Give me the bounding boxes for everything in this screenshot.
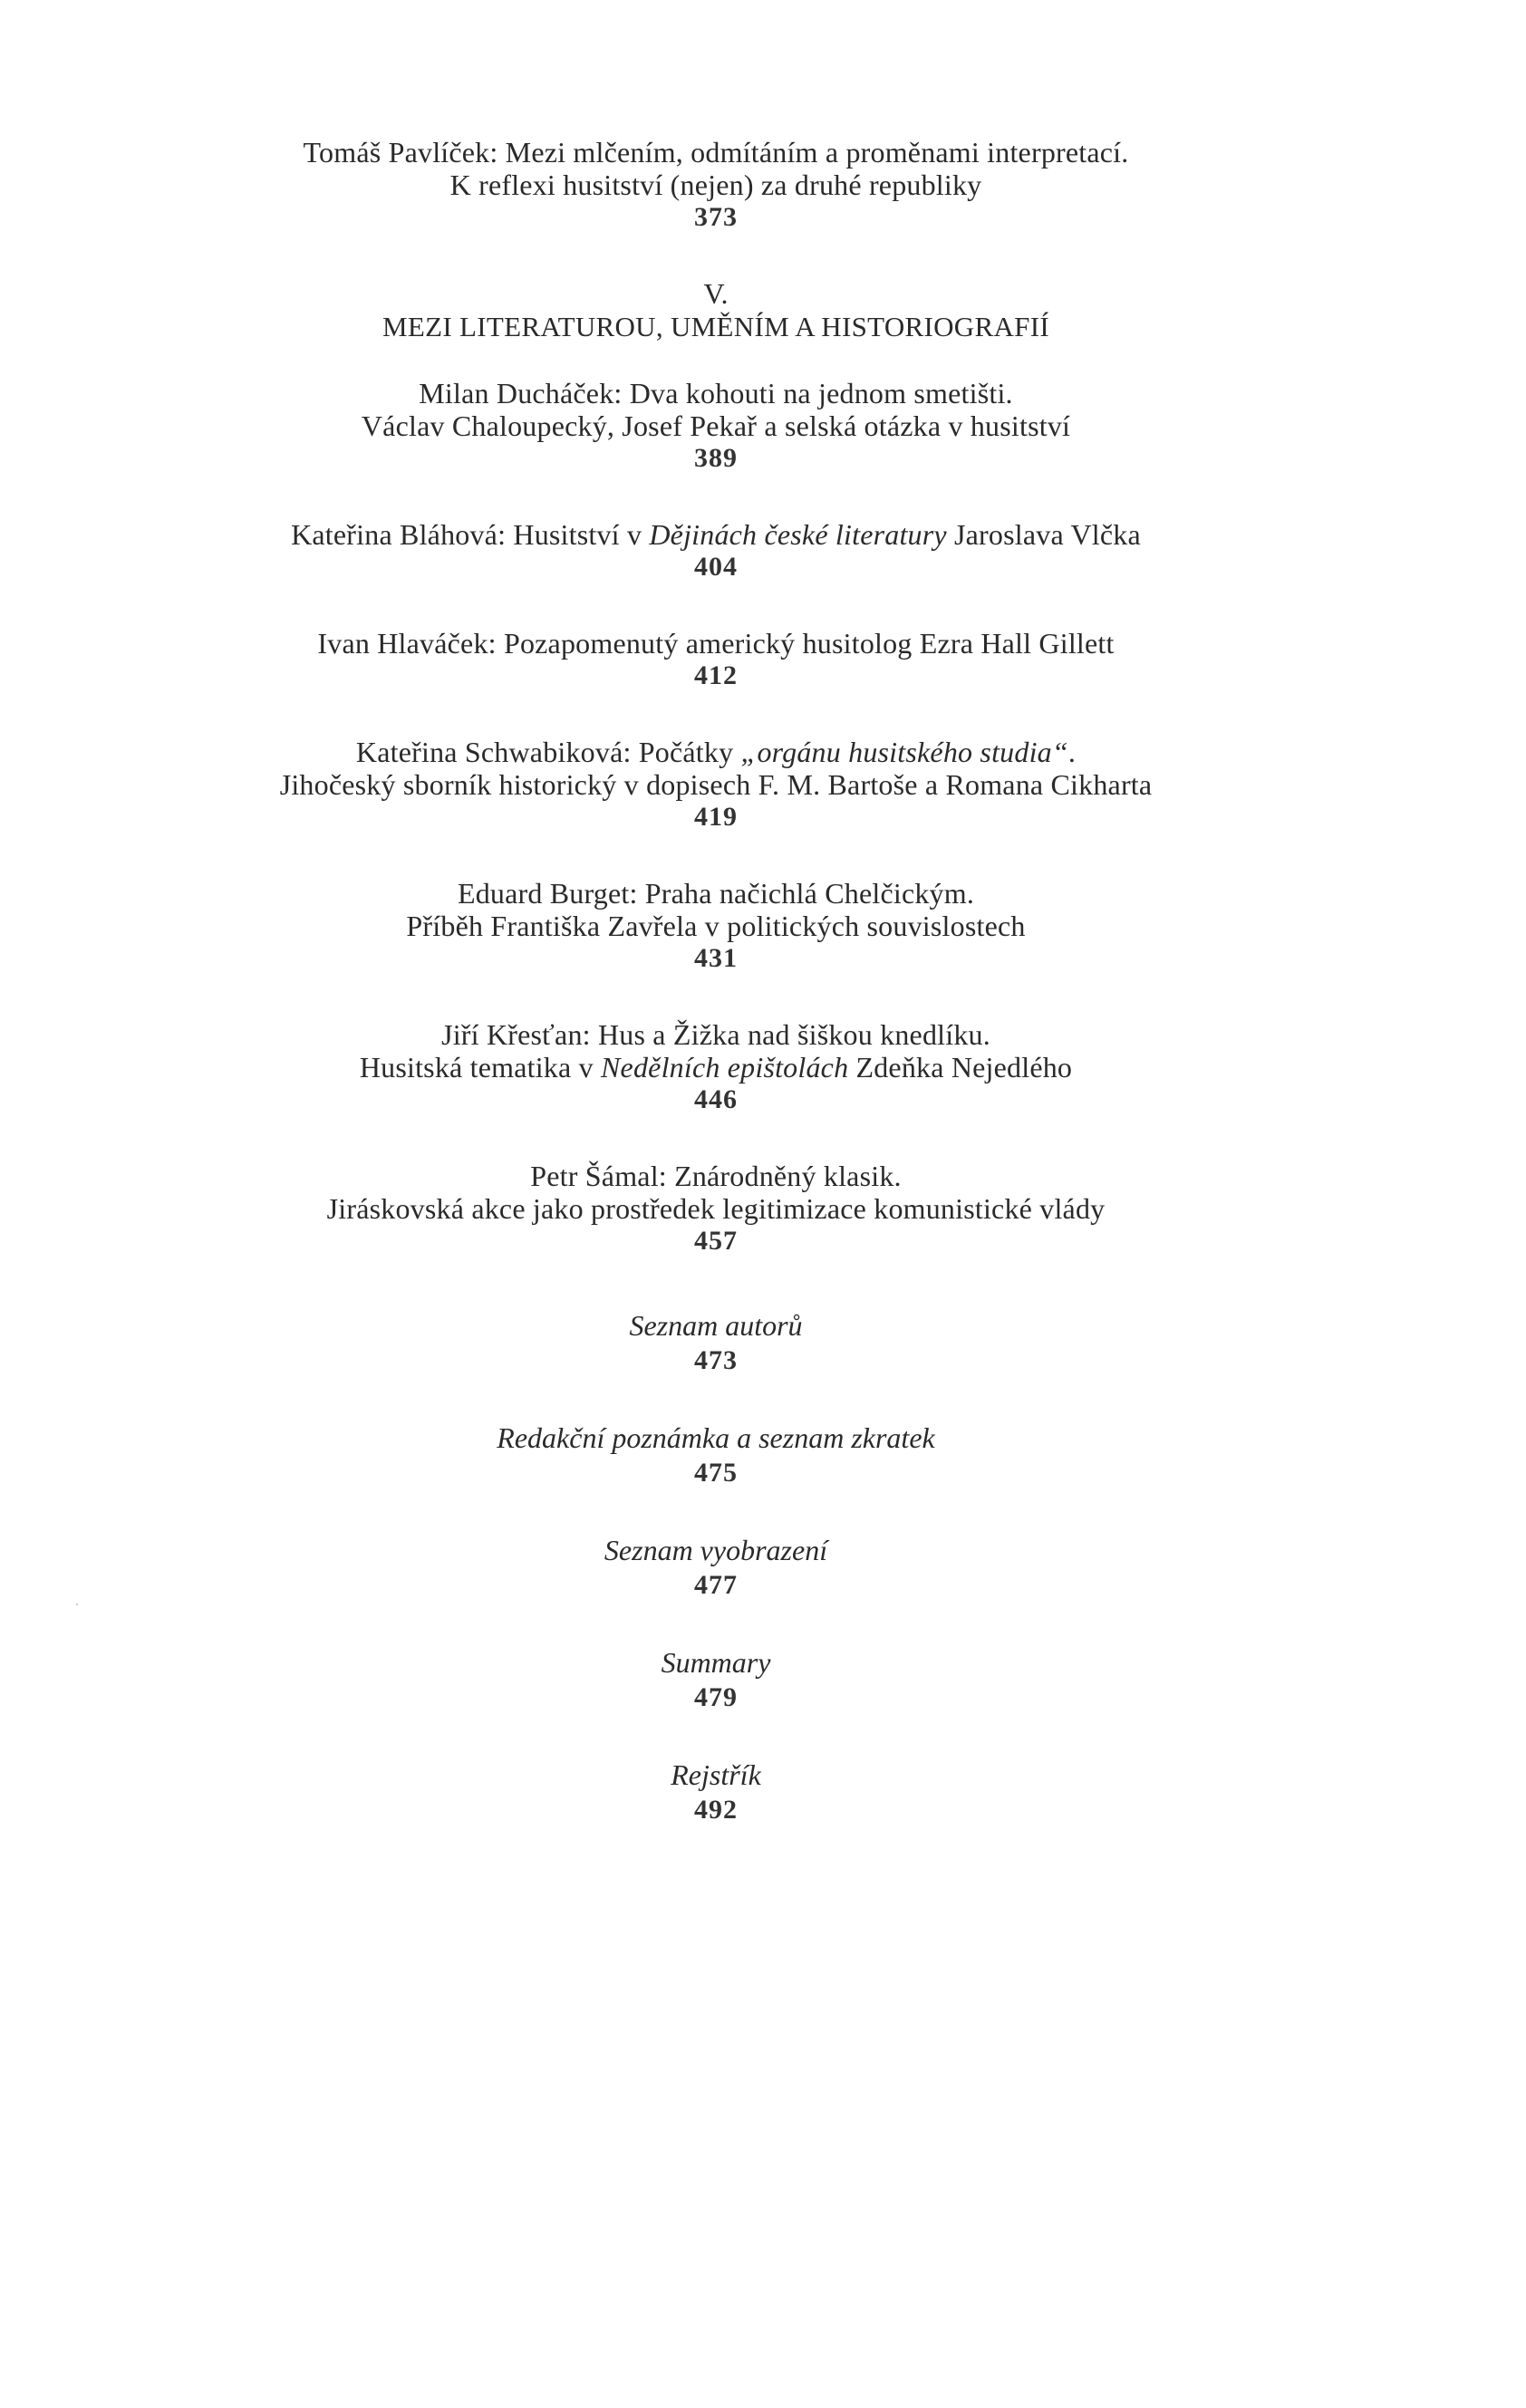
entry-title-text: .	[1067, 736, 1077, 768]
page-number: 492	[694, 1795, 738, 1825]
back-matter-entry	[0, 1421, 1432, 1491]
entry-title-line: Jiří Křesťan: Hus a Žižka nad šiškou knedlíku.	[441, 1018, 990, 1051]
back-matter-title: Rejstřík	[671, 1758, 761, 1791]
toc-entry	[0, 736, 1432, 833]
page-number: 475	[694, 1458, 738, 1488]
back-matter-title: Seznam autorů	[629, 1309, 803, 1342]
entry-title-text: Kateřina Bláhová: Husitství v	[291, 518, 650, 551]
entry-title-italic: „orgánu husitského studia“	[740, 736, 1068, 768]
entry-title-line	[0, 736, 1432, 768]
entry-title-text: Husitská tematika v	[359, 1051, 602, 1084]
entry-title-line: Příběh Františka Zavřela v politických souvislostech	[406, 910, 1026, 942]
back-matter-entry	[0, 1758, 1432, 1828]
entry-title-line	[0, 518, 1432, 551]
page-number: 457	[694, 1226, 738, 1256]
entry-title-line: Ivan Hlaváček: Pozapomenutý americký husitolog Ezra Hall Gillett	[317, 627, 1115, 660]
entry-title-line: Tomáš Pavlíček: Mezi mlčením, odmítáním a proměnami interpretací.	[303, 136, 1129, 169]
page-number: 431	[694, 943, 738, 973]
back-matter-entry	[0, 1533, 1432, 1604]
back-matter-title: Summary	[661, 1646, 771, 1679]
entry-title-line: Petr Šámal: Znárodněný klasik.	[530, 1160, 902, 1192]
entry-title-line: K reflexi husitství (nejen) za druhé republiky	[449, 169, 982, 201]
entry-title-line: Václav Chaloupecký, Josef Pekař a selská otázka v husitství	[361, 409, 1071, 442]
page-number: 404	[694, 552, 738, 582]
entry-title-line	[0, 1051, 1432, 1084]
back-matter-entry	[0, 1308, 1432, 1379]
page-number: 373	[694, 202, 738, 232]
page-number: 477	[694, 1570, 738, 1600]
toc-entry	[0, 1160, 1432, 1257]
entry-title-line: Jihočeský sborník historický v dopisech F. M. Bartoše a Romana Cikharta	[279, 768, 1153, 801]
entry-title-italic: Dějinách české literatury	[649, 518, 947, 551]
section-title: MEZI LITERATUROU, UMĚNÍM A HISTORIOGRAFIÍ	[382, 311, 1049, 342]
entry-title-line: Eduard Burget: Praha načichlá Chelčickým.	[457, 877, 975, 910]
toc-entry	[0, 627, 1432, 692]
page-number: 446	[694, 1084, 738, 1114]
entry-title-text: Zdeňka Nejedlého	[848, 1051, 1073, 1084]
page-number: 412	[694, 660, 738, 690]
toc-entry	[0, 518, 1432, 583]
entry-title-line: Milan Ducháček: Dva kohouti na jednom smetišti.	[419, 377, 1013, 409]
back-matter-title: Seznam vyobrazení	[604, 1534, 828, 1566]
page-number: 389	[694, 443, 738, 473]
section-number: V.	[703, 277, 729, 310]
back-matter-entry	[0, 1645, 1432, 1716]
toc-entry	[0, 1018, 1432, 1116]
page-number: 419	[694, 802, 738, 832]
page-number: 479	[694, 1682, 738, 1712]
entry-title-text: Jaroslava Vlčka	[946, 518, 1141, 551]
toc-entry	[0, 877, 1432, 975]
entry-title-line: Jiráskovská akce jako prostředek legitimizace komunistické vlády	[326, 1192, 1106, 1225]
page-number: 473	[694, 1345, 738, 1375]
scan-speck	[76, 1604, 78, 1605]
toc-entry	[0, 377, 1432, 475]
toc-entry	[0, 136, 1432, 234]
table-of-contents	[0, 136, 1432, 1870]
back-matter-title: Redakční poznámka a seznam zkratek	[497, 1421, 935, 1454]
entry-title-text: Kateřina Schwabiková: Počátky	[355, 736, 741, 768]
entry-title-italic: Nedělních epištolách	[601, 1051, 849, 1084]
section-heading	[0, 277, 1432, 344]
